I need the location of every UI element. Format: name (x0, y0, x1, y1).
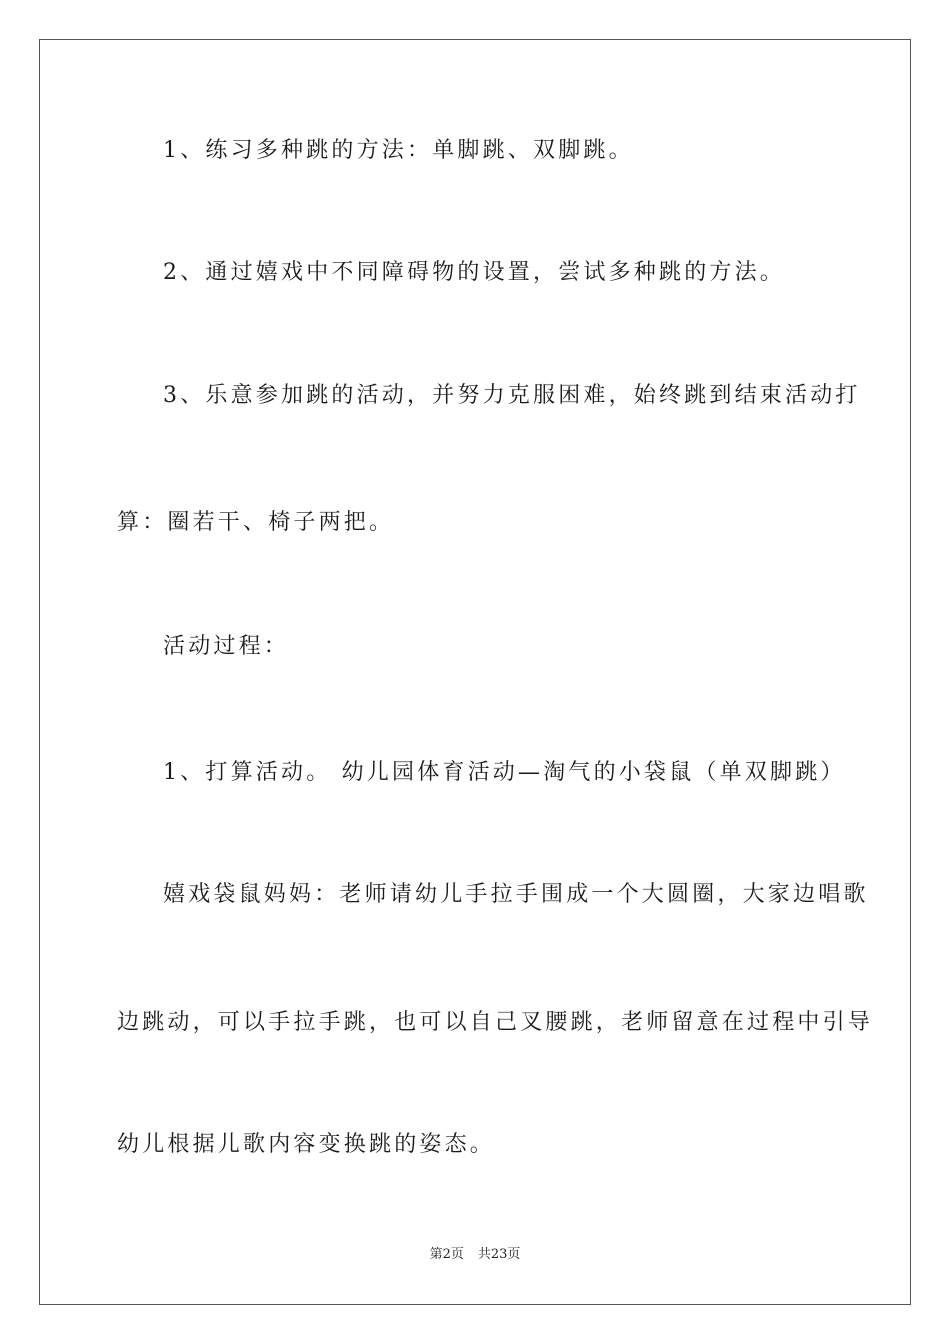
materials-line: 算：圈若干、椅子两把。 (117, 510, 395, 535)
step-1: 1、打算活动。 幼儿园体育活动—淘气的小袋鼠（单双脚跳） (163, 760, 846, 785)
game-paragraph-line-3: 幼儿根据儿歌内容变换跳的姿态。 (117, 1132, 496, 1157)
page-footer (0, 1246, 950, 1264)
objective-3: 3、乐意参加跳的活动，并努力克服困难，始终跳到结束活动打 (163, 383, 861, 408)
page-number: 第2页 (429, 1247, 464, 1262)
game-paragraph-line-2: 边跳动，可以手拉手跳，也可以自己叉腰跳，老师留意在过程中引导 (117, 1010, 874, 1035)
objective-2: 2、通过嬉戏中不同障碍物的设置，尝试多种跳的方法。 (163, 260, 785, 285)
game-paragraph-line-1: 嬉戏袋鼠妈妈：老师请幼儿手拉手围成一个大圆圈，大家边唱歌 (163, 882, 869, 907)
page-total: 共23页 (477, 1247, 521, 1262)
objective-1: 1、练习多种跳的方法：单脚跳、双脚跳。 (163, 138, 634, 163)
process-heading: 活动过程： (163, 634, 290, 659)
page-border (39, 39, 911, 1305)
